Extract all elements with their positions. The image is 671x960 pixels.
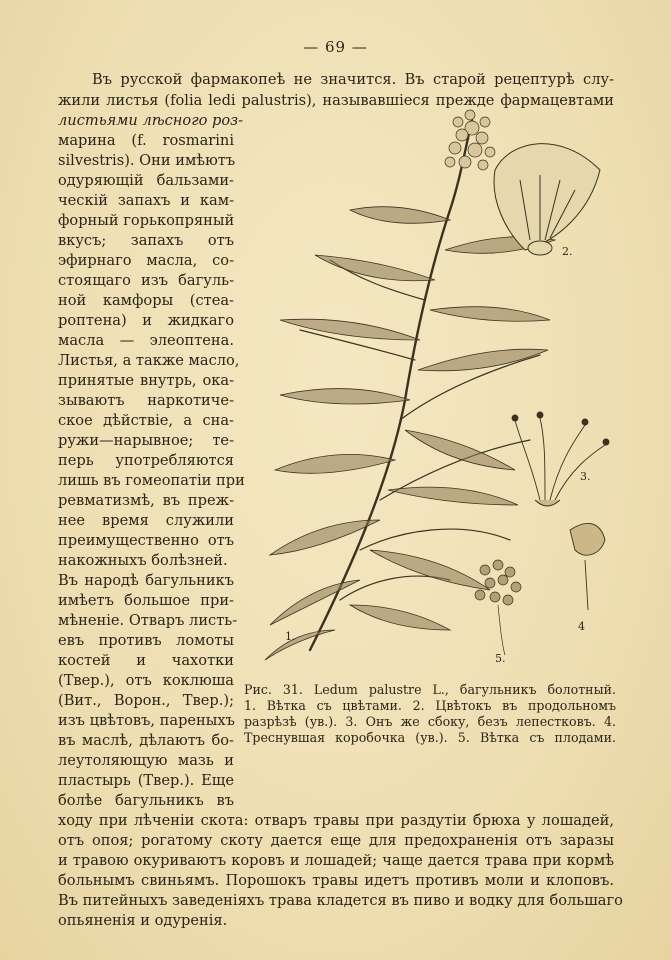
figure-label-4: 4 xyxy=(578,620,585,633)
column-line: форный горькопряный xyxy=(58,212,235,229)
leaf xyxy=(350,207,450,224)
column-line: ревматизмѣ, въ преж- xyxy=(58,492,234,509)
text-line: Въ питейныхъ заведеніяхъ трава кладется въ пиво и водку для большаго xyxy=(58,892,623,909)
text-line: Въ русской фармакопеѣ не значится. Въ старой рецептурѣ слу- xyxy=(92,71,614,88)
figure-label-1: 1. xyxy=(285,630,296,643)
column-line: вкусъ; запахъ отъ xyxy=(58,232,234,249)
leaf xyxy=(270,520,380,555)
leaf xyxy=(350,605,450,630)
figure-caption-line: 1. Вѣтка съ цвѣтами. 2. Цвѣтокъ въ продольномъ xyxy=(244,698,616,713)
text-line: жили листья (folia ledi palustris), называвшіеся прежде фармацевтами xyxy=(58,92,614,109)
column-line: (Твер.), отъ коклюша xyxy=(58,672,234,689)
column-line: зываютъ наркотиче- xyxy=(58,392,234,409)
column-line: одуряющій бальзами- xyxy=(58,172,234,189)
column-line: ружи—нарывное; те- xyxy=(58,432,234,449)
figure-label-2: 2. xyxy=(562,245,573,258)
column-line: silvestris). Они имѣютъ xyxy=(58,152,236,169)
column-line: нее время служили xyxy=(58,512,234,529)
column-line: ское дѣйствіе, а сна- xyxy=(58,412,234,429)
leaf xyxy=(270,580,360,625)
column-line: Листья, а также масло, xyxy=(58,352,240,369)
column-line: изъ цвѣтовъ, пареныхъ xyxy=(58,712,235,729)
leaf xyxy=(280,389,410,404)
leaf xyxy=(405,430,515,470)
leaf xyxy=(430,307,550,322)
column-line: болѣе багульникъ въ xyxy=(58,792,234,809)
column-line: эфирнаго масла, со- xyxy=(58,252,234,269)
branch xyxy=(360,529,510,550)
figure-caption-line: разрѣзѣ (ув.). 3. Онъ же сбоку, безъ лепестковъ. 4. xyxy=(244,714,616,729)
column-line: (Вит., Ворон., Твер.); xyxy=(58,692,234,709)
column-line: ной камфоры (стеа- xyxy=(58,292,234,309)
column-line: лишь въ гомеопатіи при xyxy=(58,472,245,489)
text-line: больнымъ свиньямъ. Порошокъ травы идетъ противъ моли и клоповъ. xyxy=(58,872,614,889)
column-line: пластырь (Твер.). Еще xyxy=(58,772,234,789)
column-line: мѣненіе. Отваръ листь- xyxy=(58,612,238,629)
column-line: принятые внутрь, ока- xyxy=(58,372,234,389)
leaf xyxy=(275,454,395,473)
figure-caption-line: Рис. 31. Ledum palustre L., багульникъ болотный. xyxy=(244,682,616,697)
ledum-palustre-illustration xyxy=(240,100,620,670)
column-line: имѣетъ большое при- xyxy=(58,592,234,609)
column-line: ческій запахъ и кам- xyxy=(58,192,234,209)
column-line: преимущественно отъ xyxy=(58,532,234,549)
fruiting-branch xyxy=(475,560,521,655)
figure-caption-line: Треснувшая коробочка (ув.). 5. Вѣтка съ плодами. xyxy=(244,730,616,745)
text-line: ходу при лѣченіи скота: отваръ травы при раздутіи брюха у лошадей, xyxy=(58,812,614,829)
column-line: Въ народѣ багульникъ xyxy=(58,572,234,589)
column-line: костей и чахотки xyxy=(58,652,234,669)
figure-label-5: 5. xyxy=(495,652,506,665)
page-number: — 69 — xyxy=(303,38,368,56)
capsule xyxy=(570,523,605,610)
leaf xyxy=(315,255,435,281)
column-line: евъ противъ ломоты xyxy=(58,632,234,649)
column-line: перь употребляются xyxy=(58,452,234,469)
column-line: роптена) и жидкаго xyxy=(58,312,234,329)
column-line: масла — элеоптена. xyxy=(58,332,234,349)
figure-label-3: 3. xyxy=(580,470,591,483)
leaf xyxy=(370,550,490,590)
flower-side-view xyxy=(512,412,609,506)
leaf xyxy=(388,487,518,505)
column-line: листьями лѣсного роз- xyxy=(58,112,244,129)
column-line: накожныхъ болѣзней. xyxy=(58,552,228,569)
leaf xyxy=(265,630,335,660)
leaf xyxy=(418,349,548,371)
column-line: въ маслѣ, дѣлаютъ бо- xyxy=(58,732,234,749)
leaf xyxy=(280,319,420,340)
text-line: отъ опоя; рогатому скоту дается еще для предохраненія отъ заразы xyxy=(58,832,614,849)
text-line: и травою окуриваютъ коровъ и лошадей; чаще дается трава при кормѣ xyxy=(58,852,614,869)
flower-cluster xyxy=(445,110,495,170)
column-line: леутоляющую мазь и xyxy=(58,752,234,769)
column-line: стоящаго изъ багуль- xyxy=(58,272,234,289)
text-line: опьяненія и одуренія. xyxy=(58,912,228,929)
branch xyxy=(340,576,450,600)
column-line: марина (f. rosmarini xyxy=(58,132,234,149)
